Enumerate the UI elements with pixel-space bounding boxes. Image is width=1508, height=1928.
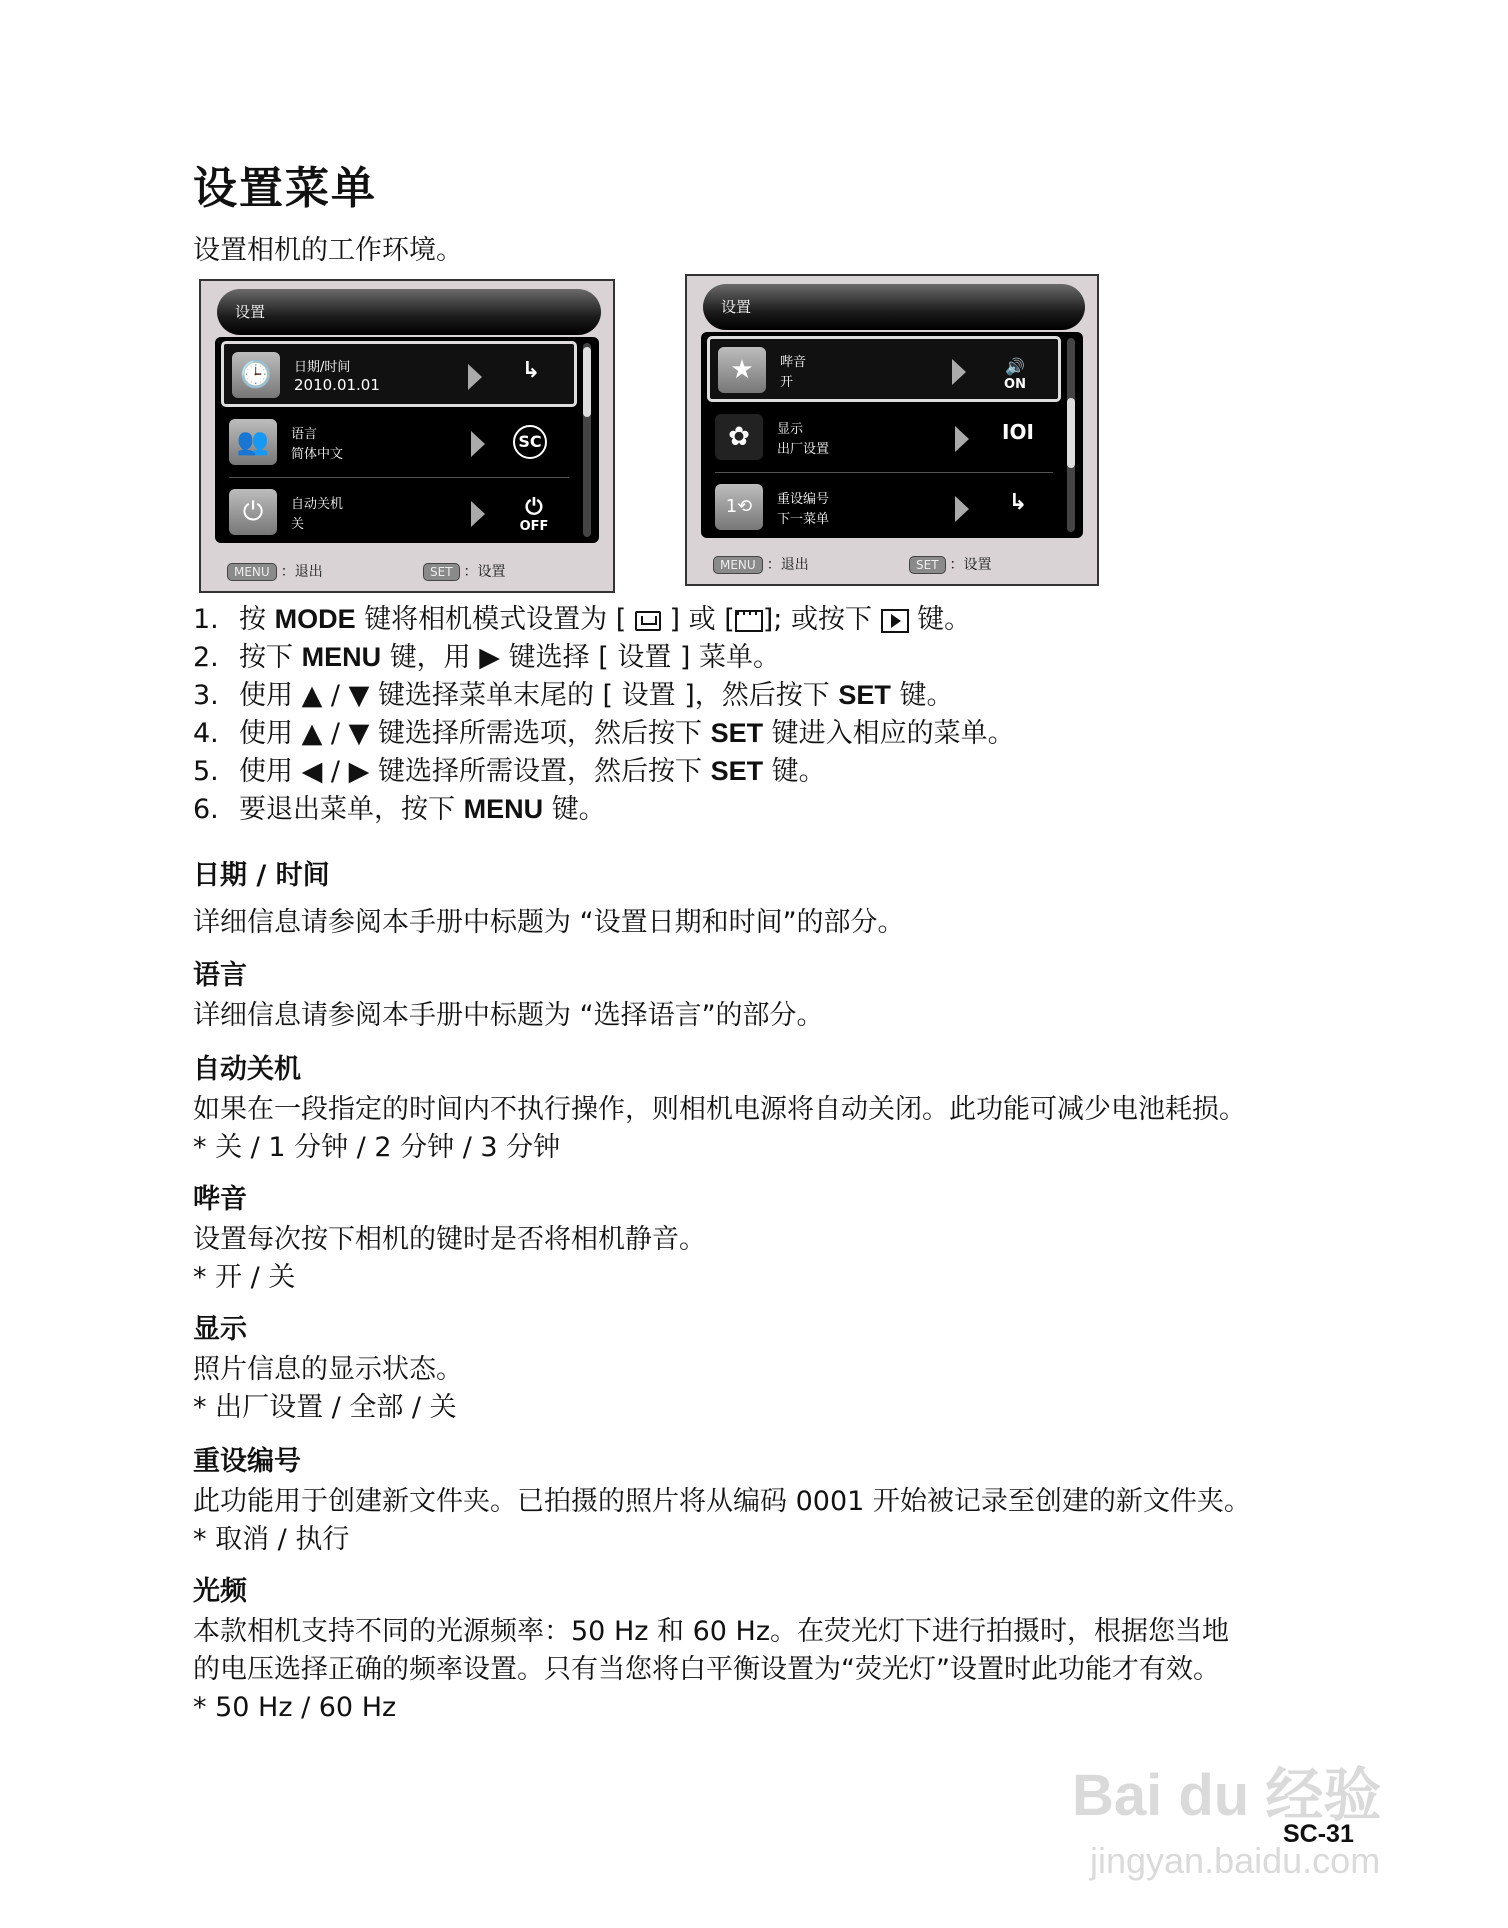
video-mode-icon <box>735 610 763 632</box>
section-heading-beep: 哔音 <box>193 1184 247 1215</box>
section-heading-freq: 光频 <box>193 1576 247 1607</box>
item-label: 语言 <box>291 427 318 442</box>
section-text-beep: 设置每次按下相机的键时是否将相机静音。 <box>193 1224 706 1255</box>
section-options-reset: * 取消 / 执行 <box>193 1524 350 1555</box>
page-title: 设置菜单 <box>193 163 377 214</box>
step-text: 键，用 ▶ 键选择 [ 设置 ] 菜单。 <box>389 642 781 673</box>
beep-icon: ★ <box>718 347 766 393</box>
section-heading-datetime: 日期 / 时间 <box>193 860 330 891</box>
menu-panel <box>215 337 599 543</box>
section-text-language: 详细信息请参阅本手册中标题为 “选择语言”的部分。 <box>193 1000 824 1031</box>
item-label: 重设编号 <box>777 492 830 507</box>
set-key: SET <box>838 680 891 710</box>
section-heading-language: 语言 <box>193 960 247 991</box>
menu-key: MENU <box>301 642 382 672</box>
screen-footer <box>713 552 1083 576</box>
menu-item-language[interactable] <box>221 411 577 477</box>
playback-icon <box>881 609 909 633</box>
page-number: SC-31 <box>1283 1820 1354 1848</box>
camera-screen-2 <box>685 274 1099 586</box>
step-number: 2. <box>193 642 219 673</box>
right-arrow-icon <box>955 426 969 452</box>
reset-number-icon: 1⟲ <box>715 484 763 530</box>
footer-menu-text: ：退出 <box>766 557 809 573</box>
footer-menu-text: ：退出 <box>280 564 323 580</box>
item-label: 日期/时间 <box>294 360 351 375</box>
item-value: 2010.01.01 <box>294 376 380 394</box>
language-icon: 👥 <box>229 419 277 465</box>
right-arrow-icon <box>471 501 485 527</box>
step-number: 5. <box>193 756 219 787</box>
scroll-thumb[interactable] <box>583 347 591 417</box>
section-options-display: * 出厂设置 / 全部 / 关 <box>193 1392 457 1423</box>
section-heading-reset: 重设编号 <box>193 1446 301 1477</box>
clock-icon: 🕒 <box>232 352 280 398</box>
footer-menu <box>713 554 809 574</box>
item-value: 开 <box>780 375 794 390</box>
display-default-icon: IOI <box>1002 420 1034 444</box>
scrollbar[interactable] <box>1067 338 1075 532</box>
item-value: 出厂设置 <box>777 442 830 457</box>
step-text: 使用 ◀ / ▶ 键选择所需设置，然后按下 <box>239 756 702 787</box>
power-symbol-icon: ⏻ <box>525 495 543 520</box>
step-number: 1. <box>193 604 219 635</box>
sc-language-icon: SC <box>513 425 547 459</box>
screen-header: 设置 <box>703 284 1085 330</box>
menu-panel <box>701 332 1083 538</box>
camera-screen-1 <box>199 279 615 593</box>
right-arrow-icon <box>468 364 482 390</box>
section-text-autooff: 如果在一段指定的时间内不执行操作，则相机电源将自动关闭。此功能可减少电池耗损。 <box>193 1094 1246 1125</box>
option-sub: ON <box>1004 377 1026 392</box>
step-text: 键。 <box>551 794 606 825</box>
footer-set-text: ：设置 <box>949 557 992 573</box>
menu-item-beep[interactable] <box>707 336 1061 402</box>
display-icon: ✿ <box>715 414 763 460</box>
section-text-freq-1: 本款相机支持不同的光源频率：50 Hz 和 60 Hz。在荧光灯下进行拍摄时，根据您当地 <box>193 1616 1229 1647</box>
footer-set-text: ：设置 <box>463 564 506 580</box>
footer-menu <box>227 561 323 581</box>
footer-set <box>909 554 992 574</box>
item-value: 下一菜单 <box>777 512 830 527</box>
menu-item-autooff[interactable] <box>221 481 577 547</box>
item-label: 哔音 <box>780 355 807 370</box>
section-options-autooff: * 关 / 1 分钟 / 2 分钟 / 3 分钟 <box>193 1132 561 1163</box>
step-text: 键将相机模式设置为 [ <box>364 604 627 635</box>
menu-item-display[interactable] <box>707 406 1061 472</box>
step-text: 键进入相应的菜单。 <box>771 718 1015 749</box>
divider <box>715 472 1053 473</box>
sound-on-option <box>990 353 1040 391</box>
set-key: SET <box>423 563 460 581</box>
step-number: 4. <box>193 718 219 749</box>
right-arrow-icon <box>952 359 966 385</box>
menu-key: MENU <box>463 794 544 824</box>
menu-item-datetime[interactable] <box>221 341 577 407</box>
section-options-freq: * 50 Hz / 60 Hz <box>193 1692 397 1723</box>
step-number: 6. <box>193 794 219 825</box>
power-icon: ⏻ <box>229 489 277 535</box>
menu-key: MENU <box>227 563 277 581</box>
step-3 <box>193 676 1015 714</box>
baidu-watermark-url: jingyan.baidu.com <box>1090 1840 1381 1881</box>
step-text: 键。 <box>899 680 954 711</box>
menu-item-reset-number[interactable] <box>707 476 1061 542</box>
set-key: SET <box>710 756 764 786</box>
step-text: ]; 或按下 <box>762 604 872 635</box>
step-2 <box>193 638 1015 676</box>
section-text-datetime: 详细信息请参阅本手册中标题为 “设置日期和时间”的部分。 <box>193 907 905 938</box>
divider <box>229 477 569 478</box>
step-6 <box>193 790 1015 828</box>
scroll-thumb[interactable] <box>1067 398 1075 468</box>
item-value: 简体中文 <box>291 447 344 462</box>
camera-mode-icon <box>635 611 661 631</box>
enter-submenu-icon: ↳ <box>1008 490 1028 515</box>
step-1 <box>193 600 1015 638</box>
item-value: 关 <box>291 517 305 532</box>
step-5 <box>193 752 1015 790</box>
step-text: 使用 ▲ / ▼ 键选择菜单末尾的 [ 设置 ]，然后按下 <box>239 680 830 711</box>
step-text: 按下 <box>239 642 293 673</box>
step-text: 要退出菜单，按下 <box>239 794 455 825</box>
set-key: SET <box>909 556 946 574</box>
screen-footer <box>227 559 599 583</box>
right-arrow-icon <box>471 431 485 457</box>
step-4 <box>193 714 1015 752</box>
steps-list <box>193 600 1015 828</box>
intro-text: 设置相机的工作环境。 <box>193 235 463 266</box>
scrollbar[interactable] <box>583 343 591 537</box>
section-options-beep: * 开 / 关 <box>193 1262 296 1293</box>
step-text: 按 <box>239 604 266 635</box>
right-arrow-icon <box>955 496 969 522</box>
mode-key: MODE <box>274 604 356 634</box>
step-text: 键。 <box>917 604 972 635</box>
section-text-freq-2: 的电压选择正确的频率设置。只有当您将白平衡设置为“荧光灯”设置时此功能才有效。 <box>193 1654 1220 1685</box>
baidu-watermark: Bai du 经验 <box>1072 1763 1382 1828</box>
set-key: SET <box>710 718 764 748</box>
option-sub: OFF <box>519 519 549 534</box>
menu-key: MENU <box>713 556 763 574</box>
speaker-icon: 🔊 <box>1005 357 1025 376</box>
section-heading-autooff: 自动关机 <box>193 1054 301 1085</box>
step-text: 键。 <box>771 756 826 787</box>
section-heading-display: 显示 <box>193 1314 247 1345</box>
step-text: ] 或 [ <box>669 604 735 635</box>
section-text-reset: 此功能用于创建新文件夹。已拍摄的照片将从编码 0001 开始被记录至创建的新文件夹。 <box>193 1486 1251 1517</box>
footer-set <box>423 561 506 581</box>
power-off-option <box>509 495 559 533</box>
section-text-display: 照片信息的显示状态。 <box>193 1354 463 1385</box>
step-text: 使用 ▲ / ▼ 键选择所需选项，然后按下 <box>239 718 702 749</box>
item-label: 自动关机 <box>291 497 344 512</box>
enter-submenu-icon: ↳ <box>521 358 541 383</box>
step-number: 3. <box>193 680 219 711</box>
screen-header: 设置 <box>217 289 601 335</box>
item-label: 显示 <box>777 422 804 437</box>
